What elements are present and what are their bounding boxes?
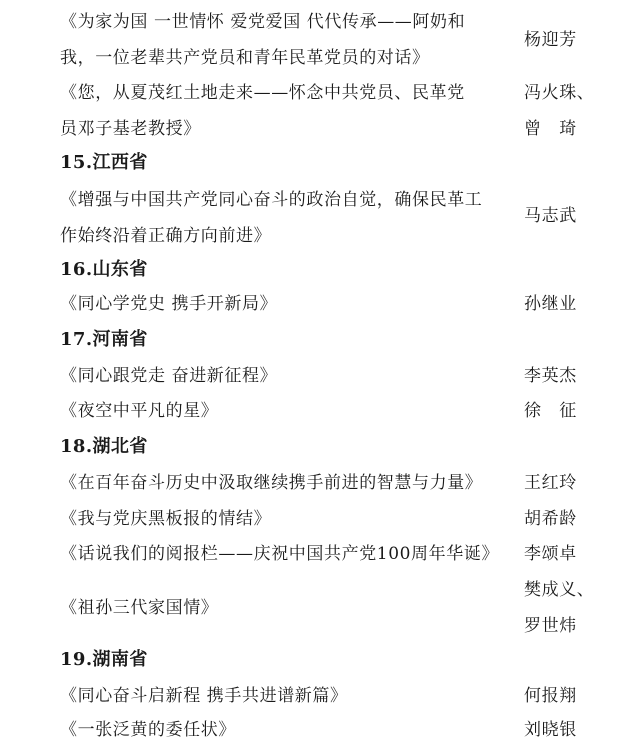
article-title — [60, 75, 500, 147]
article-title — [60, 712, 500, 748]
title-line: 《祖孙三代家国情》 — [60, 598, 219, 618]
article-title — [60, 678, 500, 714]
author-line: 何报翔 — [524, 686, 577, 706]
article-title — [60, 4, 500, 76]
title-line: 作始终沿着正确方向前进》 — [60, 226, 272, 246]
province-heading: 15.江西省 — [60, 152, 148, 173]
province-heading: 19.湖南省 — [60, 649, 148, 670]
author-line: 胡希龄 — [524, 509, 577, 529]
author-line: 樊成义、 — [524, 580, 595, 600]
title-line: 《我与党庆黑板报的情结》 — [60, 509, 272, 529]
article-title — [60, 465, 500, 501]
article-author — [524, 22, 634, 58]
title-line: 《您，从夏茂红土地走来——怀念中共党员、民革党 — [60, 83, 465, 103]
province-heading: 17.河南省 — [60, 329, 148, 350]
article-author — [524, 75, 634, 147]
province-heading: 16.山东省 — [60, 259, 148, 280]
article-author — [524, 572, 634, 644]
article-title — [60, 590, 500, 626]
title-line: 《同心跟党走 奋进新征程》 — [60, 366, 278, 386]
article-author — [524, 712, 634, 748]
title-line: 员邓子基老教授》 — [60, 119, 201, 139]
author-line: 王红玲 — [524, 473, 577, 493]
title-line: 《增强与中国共产党同心奋斗的政治自觉，确保民革工 — [60, 190, 483, 210]
title-line: 《话说我们的阅报栏——庆祝中国共产党100周年华诞》 — [60, 544, 500, 564]
title-line: 《同心学党史 携手开新局》 — [60, 294, 278, 314]
author-line: 徐 征 — [524, 401, 577, 421]
title-line: 《夜空中平凡的星》 — [60, 401, 219, 421]
article-title — [60, 501, 500, 537]
author-line: 冯火珠、 — [524, 83, 595, 103]
author-line: 马志武 — [524, 206, 577, 226]
title-line: 《为家为国 一世情怀 爱党爱国 代代传承——阿奶和 — [60, 12, 466, 32]
article-title — [60, 536, 500, 572]
author-line: 刘晓银 — [524, 720, 577, 740]
title-line: 《一张泛黄的委任状》 — [60, 720, 236, 740]
article-author — [524, 536, 634, 572]
article-author — [524, 678, 634, 714]
article-author — [524, 393, 634, 429]
article-author — [524, 465, 634, 501]
author-line: 杨迎芳 — [524, 30, 577, 50]
article-author — [524, 286, 634, 322]
article-title — [60, 393, 500, 429]
author-line: 罗世炜 — [524, 616, 577, 636]
article-author — [524, 358, 634, 394]
author-line: 曾 琦 — [524, 119, 577, 139]
title-line: 我，一位老辈共产党员和青年民革党员的对话》 — [60, 48, 430, 68]
article-author — [524, 198, 634, 234]
article-author — [524, 501, 634, 537]
article-title — [60, 358, 500, 394]
title-line: 《同心奋斗启新程 携手共进谱新篇》 — [60, 686, 348, 706]
article-title — [60, 286, 500, 322]
author-line: 李英杰 — [524, 366, 577, 386]
title-line: 《在百年奋斗历史中汲取继续携手前进的智慧与力量》 — [60, 473, 483, 493]
author-line: 孙继业 — [524, 294, 577, 314]
author-line: 李颂卓 — [524, 544, 577, 564]
province-heading: 18.湖北省 — [60, 436, 148, 457]
article-title — [60, 182, 500, 254]
